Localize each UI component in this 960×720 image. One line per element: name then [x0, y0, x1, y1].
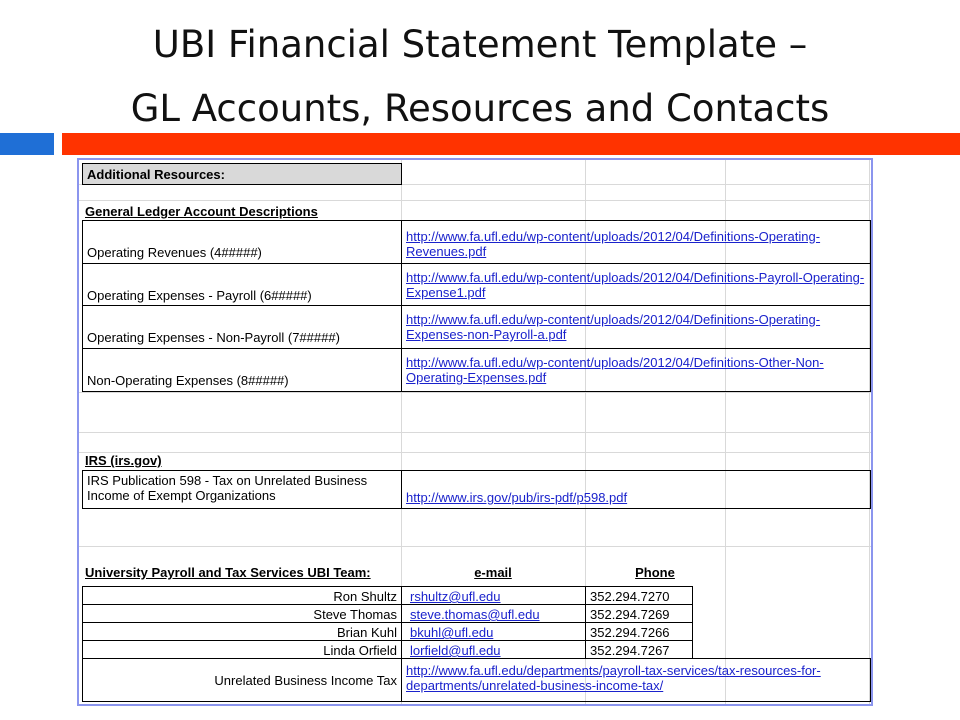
contact-email-link[interactable]: steve.thomas@ufl.edu	[401, 604, 586, 623]
gl-row-link[interactable]: http://www.fa.ufl.edu/wp-content/uploads/2012/04/Definitions-Other-Non-Operating-Expenses.pdf	[401, 348, 871, 392]
gl-row-label: Operating Expenses - Payroll (6#####)	[82, 263, 402, 306]
contact-phone: 352.294.7270	[585, 586, 693, 605]
accent-bar-blue	[0, 133, 54, 155]
contact-email-link[interactable]: rshultz@ufl.edu	[401, 586, 586, 605]
spreadsheet	[77, 158, 873, 706]
phone-column-header: Phone	[635, 565, 675, 580]
contact-name: Ron Shultz	[82, 586, 402, 605]
gl-row-link[interactable]: http://www.fa.ufl.edu/wp-content/uploads/2012/04/Definitions-Operating-Expenses-non-Payroll-a.pdf	[401, 305, 871, 349]
contact-name: Steve Thomas	[82, 604, 402, 623]
irs-section-heading: IRS (irs.gov)	[85, 453, 162, 468]
gl-row-label: Non-Operating Expenses (8#####)	[82, 348, 402, 392]
contact-phone: 352.294.7267	[585, 640, 693, 659]
gridline	[79, 392, 873, 393]
accent-bar-red	[62, 133, 960, 155]
irs-publication-label: IRS Publication 598 - Tax on Unrelated Business Income of Exempt Organizations	[82, 470, 402, 509]
contact-email-link[interactable]: bkuhl@ufl.edu	[401, 622, 586, 641]
additional-resources-header: Additional Resources:	[82, 163, 402, 185]
slide-title-line-1: UBI Financial Statement Template –	[152, 23, 808, 66]
contact-email-link[interactable]: lorfield@ufl.edu	[401, 640, 586, 659]
gl-row-label: Operating Expenses - Non-Payroll (7#####)	[82, 305, 402, 349]
team-section-heading: University Payroll and Tax Services UBI Team:	[85, 565, 371, 580]
gl-row-link[interactable]: http://www.fa.ufl.edu/wp-content/uploads/2012/04/Definitions-Payroll-Operating-Expense1.pdf	[401, 263, 871, 306]
gl-section-heading: General Ledger Account Descriptions	[85, 204, 318, 219]
irs-publication-link[interactable]: http://www.irs.gov/pub/irs-pdf/p598.pdf	[401, 470, 871, 509]
email-column-header: e-mail	[474, 565, 512, 580]
ubit-link[interactable]: http://www.fa.ufl.edu/departments/payroll-tax-services/tax-resources-for-departments/unrelated-business-income-tax/	[401, 658, 871, 702]
gl-row-label: Operating Revenues (4#####)	[82, 220, 402, 264]
gridline	[79, 432, 873, 433]
contact-phone: 352.294.7266	[585, 622, 693, 641]
gridline	[79, 546, 873, 547]
ubit-label: Unrelated Business Income Tax	[82, 658, 402, 702]
gridline	[79, 200, 873, 201]
gl-row-link[interactable]: http://www.fa.ufl.edu/wp-content/uploads/2012/04/Definitions-Operating-Revenues.pdf	[401, 220, 871, 264]
contact-phone: 352.294.7269	[585, 604, 693, 623]
contact-name: Brian Kuhl	[82, 622, 402, 641]
contact-name: Linda Orfield	[82, 640, 402, 659]
slide-title-line-2: GL Accounts, Resources and Contacts	[130, 87, 830, 130]
